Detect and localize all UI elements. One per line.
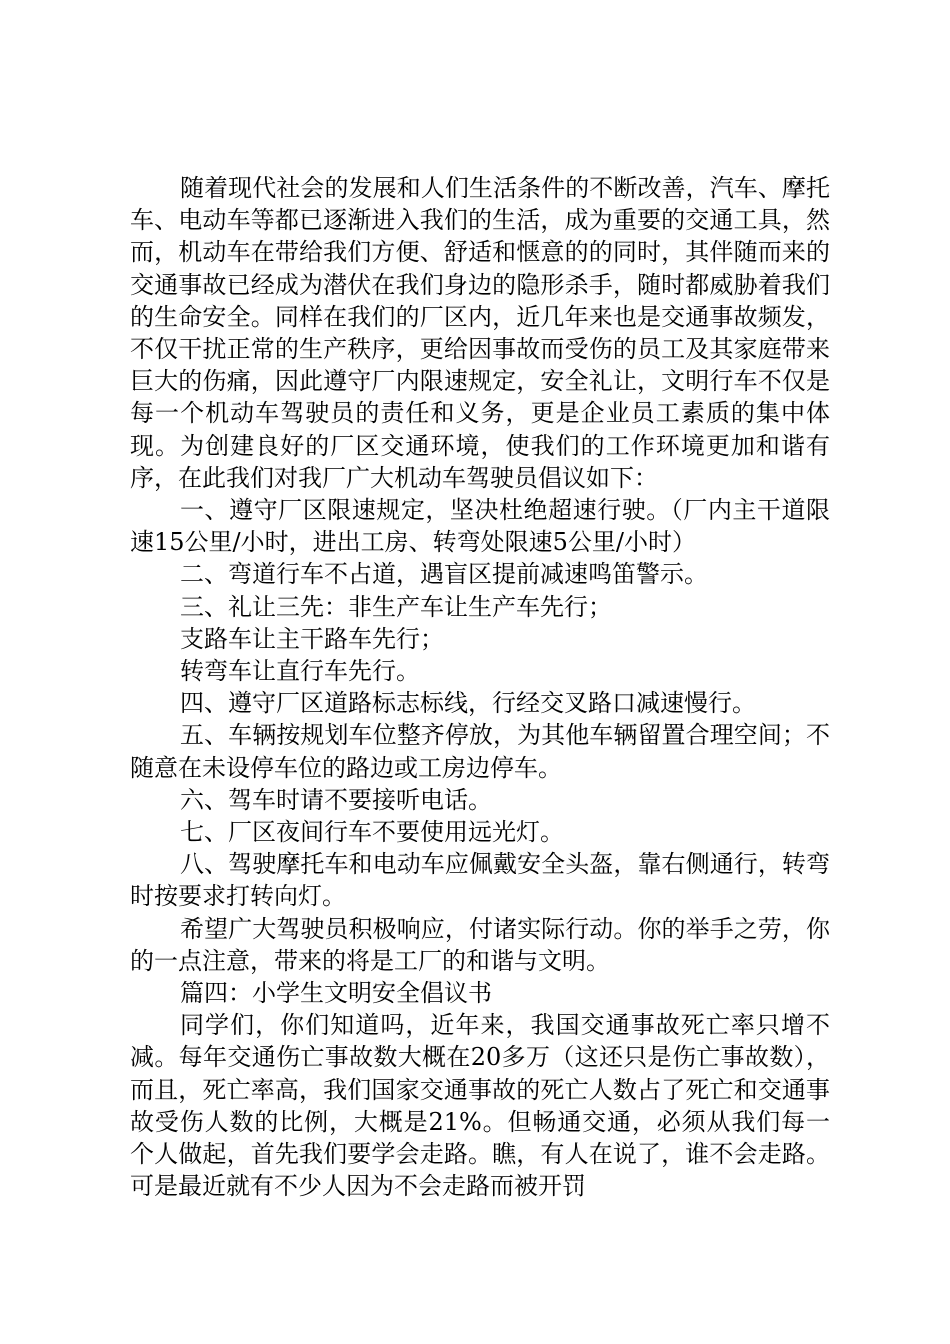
paragraph-intro: 随着现代社会的发展和人们生活条件的不断改善，汽车、摩托车、电动车等都已逐渐进入我们的生活，成为重要的交通工具，然而，机动车在带给我们方便、舒适和惬意的的同时，其伴随而来的交通事故已经成为潜伏在我们身边的隐形杀手，随时都威胁着我们的生命安全。同样在我们的厂区内，近几年来也是交通事故频发，不仅干扰正常的生产秩序，更给因事故而受伤的员工及其家庭带来巨大的伤痛，因此遵守厂内限速规定，安全礼让，文明行车不仅是每一个机动车驾驶员的责任和义务，更是企业员工素质的集中体现。为创建良好的厂区交通环境，使我们的工作环境更加和谐有序，在此我们对我厂广大机动车驾驶员倡议如下：	[130, 174, 830, 492]
paragraph-item-3: 三、礼让三先：非生产车让生产车先行；	[180, 592, 612, 621]
paragraph-item-3-sub-1: 支路车让主干路车先行；	[180, 624, 444, 653]
paragraph-closing: 希望广大驾驶员积极响应，付诸实际行动。你的举手之劳，你的一点注意，带来的将是工厂的和谐与文明。	[130, 914, 830, 975]
paragraph-item-8: 八、驾驶摩托车和电动车应佩戴安全头盔，靠右侧通行，转弯时按要求打转向灯。	[130, 850, 830, 911]
paragraph-item-5: 五、车辆按规划车位整齐停放，为其他车辆留置合理空间；不随意在未设停车位的路边或工房边停车。	[130, 721, 830, 782]
paragraph-section-body: 同学们，你们知道吗，近年来，我国交通事故死亡率只增不减。每年交通伤亡事故数大概在20多万（这还只是伤亡事故数），而且，死亡率高，我们国家交通事故的死亡人数占了死亡和交通事故受伤人数的比例，大概是21%。但畅通交通，必须从我们每一个人做起，首先我们要学会走路。瞧，有人在说了，谁不会走路。可是最近就有不少人因为不会走路而被开罚	[130, 1011, 830, 1201]
document-body	[130, 172, 830, 1203]
paragraph-item-1: 一、遵守厂区限速规定，坚决杜绝超速行驶。（厂内主干道限速15公里/小时，进出工房、转弯处限速5公里/小时）	[130, 496, 830, 557]
paragraph-item-4: 四、遵守厂区道路标志标线，行经交叉路口减速慢行。	[180, 689, 756, 718]
paragraph-item-7: 七、厂区夜间行车不要使用远光灯。	[180, 818, 564, 847]
paragraph-item-3-sub-2: 转弯车让直行车先行。	[180, 657, 420, 686]
section-heading: 篇四：小学生文明安全倡议书	[180, 979, 492, 1008]
paragraph-item-6: 六、驾车时请不要接听电话。	[180, 785, 492, 814]
paragraph-item-2: 二、弯道行车不占道，遇盲区提前减速鸣笛警示。	[180, 560, 708, 589]
